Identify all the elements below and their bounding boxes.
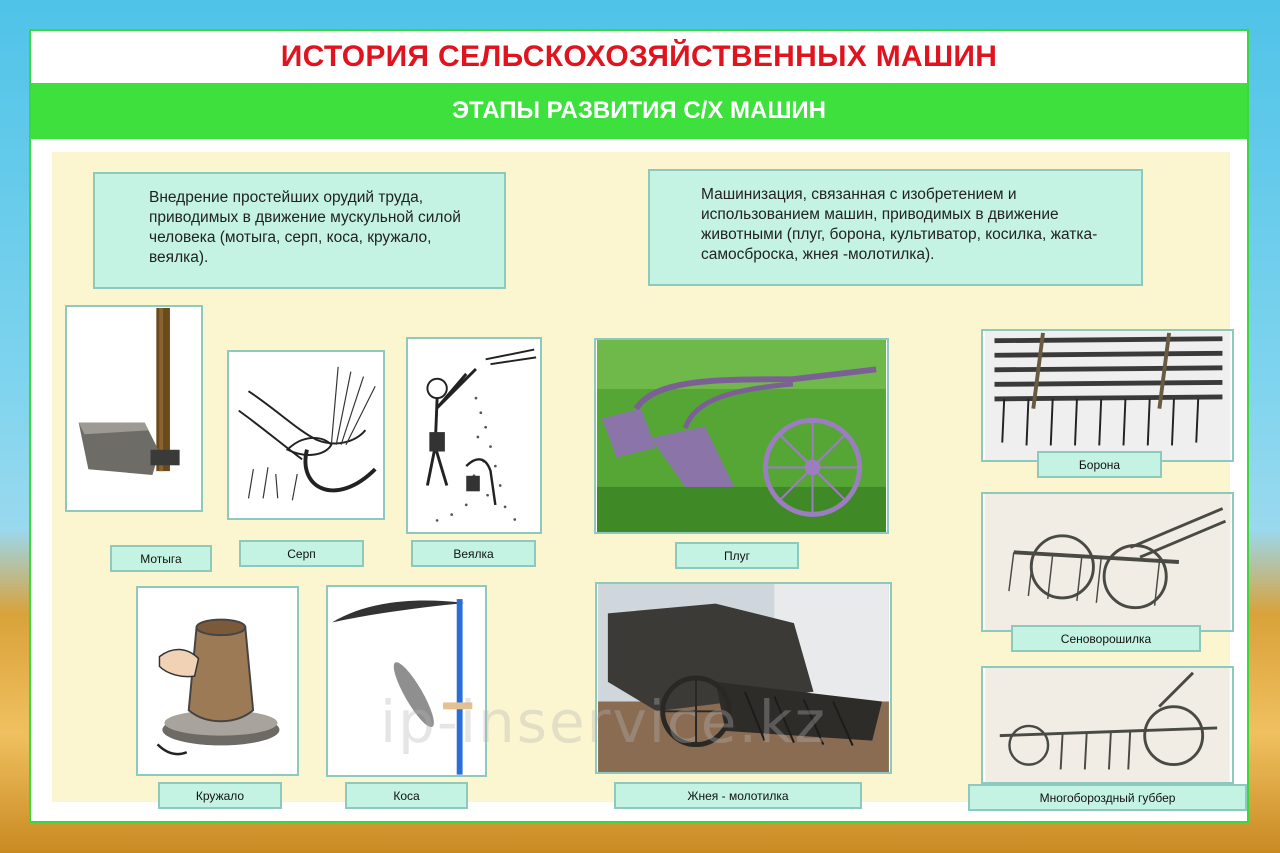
harrow-icon bbox=[983, 331, 1232, 460]
watermark: ip-inservice.kz bbox=[380, 688, 827, 756]
zhneya-label: Жнея - молотилка bbox=[614, 782, 862, 809]
borona-label: Борона bbox=[1037, 451, 1162, 478]
kruzhalo-image bbox=[136, 586, 299, 776]
sickle-icon bbox=[229, 352, 383, 518]
veyalka-label: Веялка bbox=[411, 540, 536, 567]
serp-image bbox=[227, 350, 385, 520]
motyga-label: Мотыга bbox=[110, 545, 212, 572]
kruzhalo-label: Кружало bbox=[158, 782, 282, 809]
borona-image bbox=[981, 329, 1234, 462]
hoe-icon bbox=[67, 307, 201, 510]
stage-1-text-content: Внедрение простейших орудий труда, приводимых в движение мускульной силой человека (мотыга, серп, коса, кружало, веялка). bbox=[149, 189, 461, 266]
motyga-image bbox=[65, 305, 203, 512]
hay-tedder-icon bbox=[983, 494, 1232, 630]
stage-1-text bbox=[93, 172, 506, 289]
senovoroshilka-image bbox=[981, 492, 1234, 632]
stage-2-text-content: Машинизация, связанная с изобретением и использованием машин, приводимых в движение животными (плуг, борона, культиватор, косилка, жатка-самосброска, жнея -молотилка). bbox=[701, 186, 1098, 263]
plug-label: Плуг bbox=[675, 542, 799, 569]
plug-image bbox=[594, 338, 889, 534]
gubber-label: Многобороздный губбер bbox=[968, 784, 1247, 811]
gubber-image bbox=[981, 666, 1234, 784]
senovoroshilka-label: Сеноворошилка bbox=[1011, 625, 1201, 652]
serp-label: Серп bbox=[239, 540, 364, 567]
poster-subtitle: ЭТАПЫ РАЗВИТИЯ С/Х МАШИН bbox=[31, 83, 1247, 139]
kosa-label: Коса bbox=[345, 782, 468, 809]
potters-wheel-icon bbox=[138, 588, 297, 774]
stage-2-text bbox=[648, 169, 1143, 286]
plow-icon bbox=[596, 340, 887, 532]
cultivator-icon bbox=[983, 668, 1232, 782]
winnowing-icon bbox=[408, 339, 540, 532]
veyalka-image bbox=[406, 337, 542, 534]
poster-title: ИСТОРИЯ СЕЛЬСКОХОЗЯЙСТВЕННЫХ МАШИН bbox=[280, 40, 998, 73]
